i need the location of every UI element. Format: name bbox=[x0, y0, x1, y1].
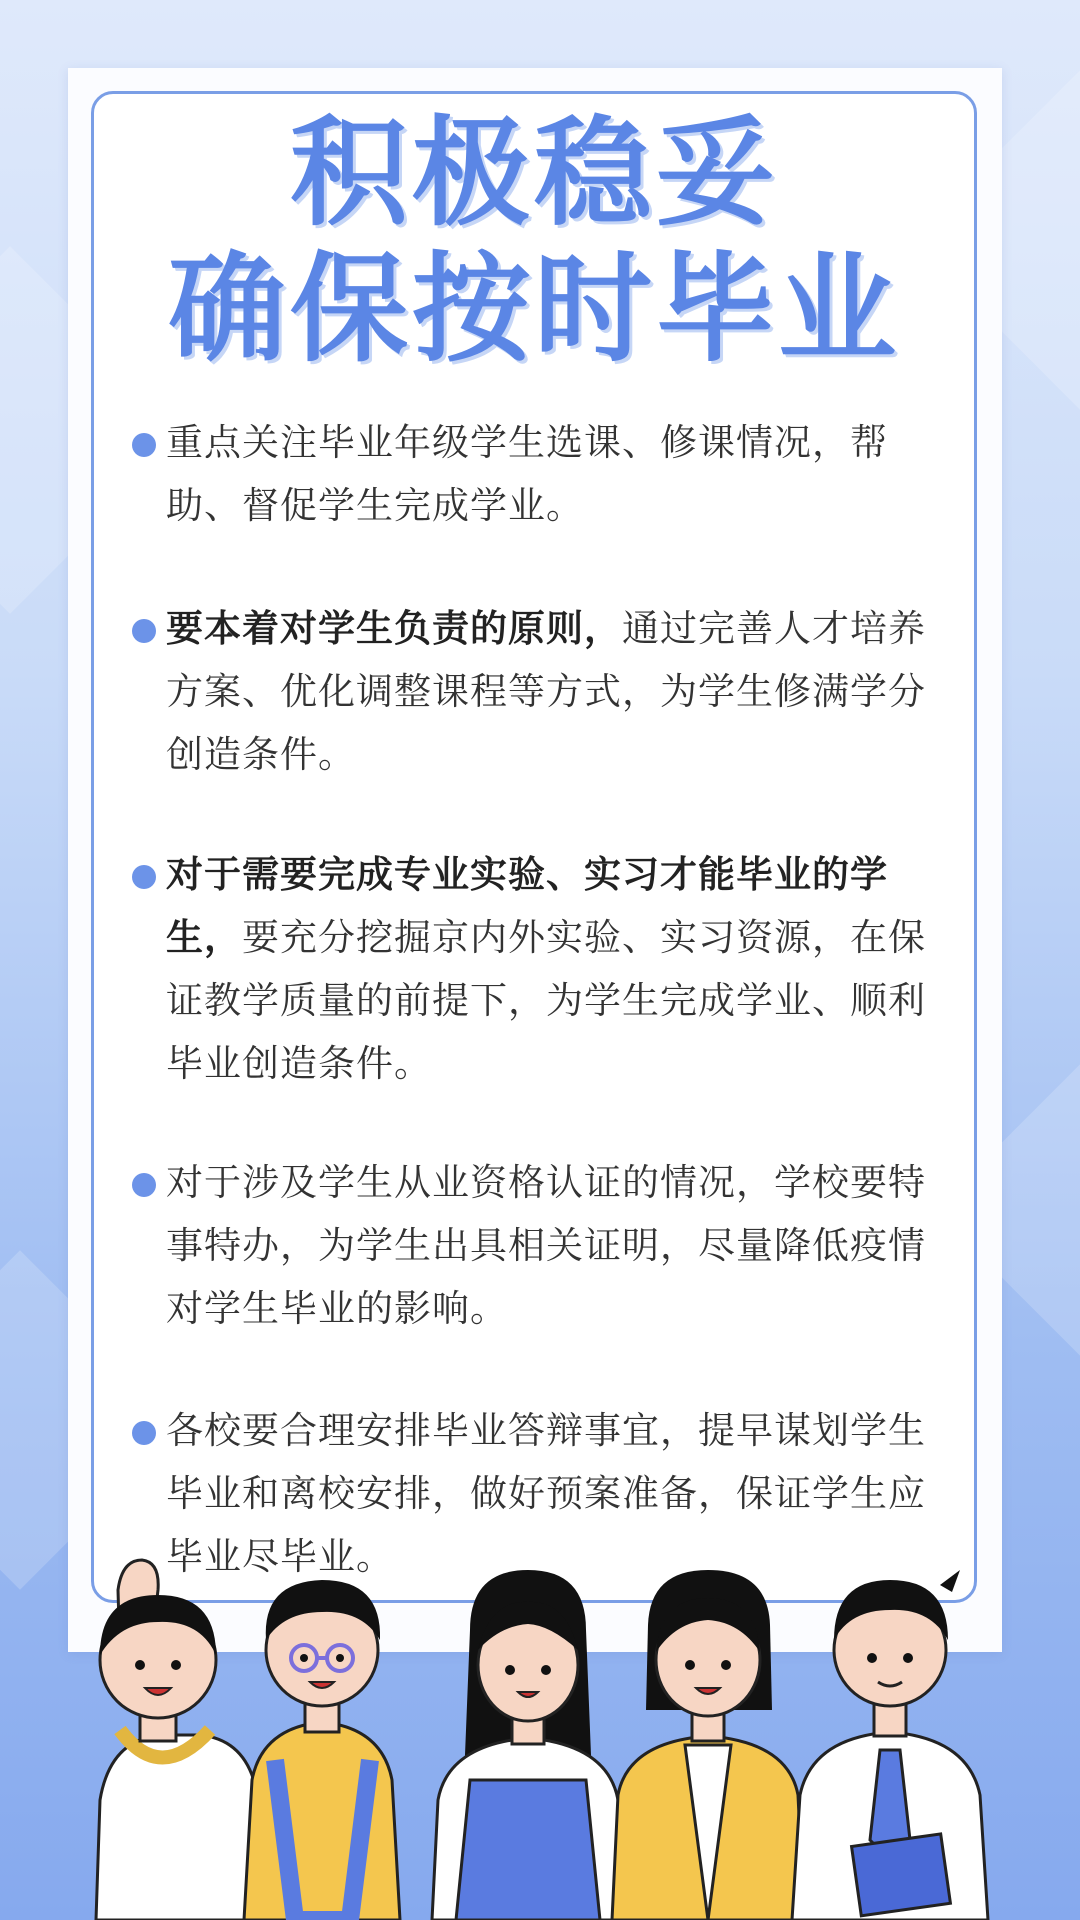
student-1-figure bbox=[96, 1560, 262, 1920]
list-item-text: 重点关注毕业年级学生选课、修课情况，帮助、督促学生完成学业。 bbox=[166, 421, 888, 527]
student-5-figure bbox=[792, 1570, 988, 1920]
student-2-figure bbox=[244, 1580, 400, 1920]
list-item-text: 各校要合理安排毕业答辩事宜，提早谋划学生毕业和离校安排，做好预案准备，保证学生应毕业尽毕业。 bbox=[166, 1409, 926, 1578]
student-3-figure bbox=[432, 1570, 624, 1920]
bullet-icon bbox=[132, 433, 156, 457]
title-line-1: 积极稳妥 bbox=[289, 104, 778, 242]
bullet-icon bbox=[132, 1421, 156, 1445]
bullet-icon bbox=[132, 619, 156, 643]
list-item-text: 对于涉及学生从业资格认证的情况，学校要特事特办，为学生出具相关证明，尽量降低疫情对学生毕业的影响。 bbox=[166, 1161, 926, 1330]
students-group-illustration bbox=[0, 1540, 1080, 1920]
bullet-icon bbox=[132, 1173, 156, 1197]
student-4-figure bbox=[612, 1570, 804, 1920]
list-item-text: 要本着对学生负责的原则，通过完善人才培养方案、优化调整课程等方式，为学生修满学分创造条件。 bbox=[166, 607, 926, 776]
list-item-text: 对于需要完成专业实验、实习才能毕业的学生，要充分挖掘京内外实验、实习资源，在保证教学质量的前提下，为学生完成学业、顺利毕业创造条件。 bbox=[166, 853, 926, 1085]
title-line-2: 确保按时毕业 bbox=[167, 240, 900, 378]
bullet-icon bbox=[132, 865, 156, 889]
